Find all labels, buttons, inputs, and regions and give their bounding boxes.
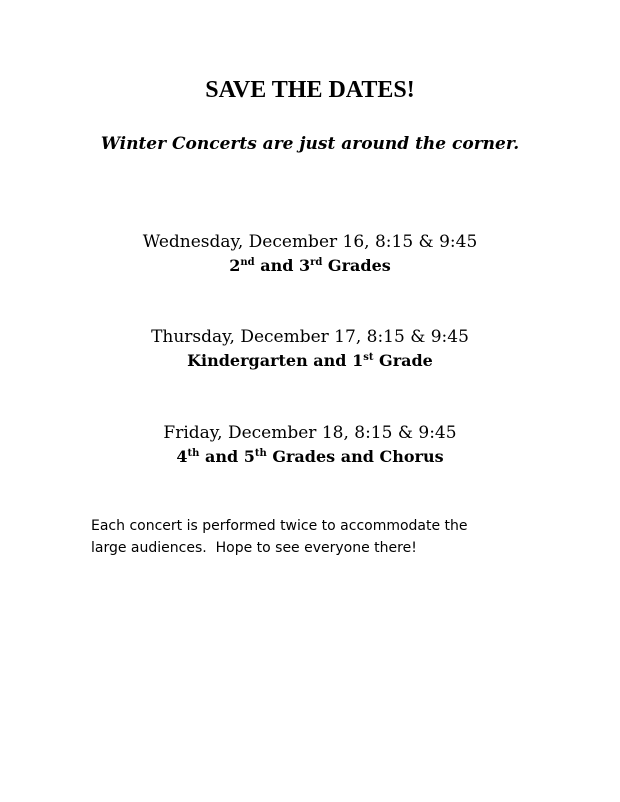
grade-tail: Grades and Chorus bbox=[266, 447, 444, 466]
grade-ordinal-suffix: th bbox=[187, 448, 200, 459]
grade-number: 1 bbox=[352, 351, 364, 370]
grade-number: 4 bbox=[176, 447, 188, 466]
closing-note bbox=[91, 515, 561, 559]
grade-connector: and bbox=[199, 447, 244, 466]
concert-event-1 bbox=[0, 230, 620, 278]
grade-prefix: Kindergarten and bbox=[187, 351, 353, 370]
concert-event-2 bbox=[0, 325, 620, 373]
event-grades bbox=[0, 349, 620, 373]
grade-ordinal-suffix: st bbox=[363, 352, 374, 363]
event-date: Thursday, December 17, 8:15 & 9:45 bbox=[151, 327, 469, 347]
grade-ordinal-suffix: th bbox=[254, 448, 267, 459]
grade-tail: Grades bbox=[322, 256, 391, 275]
event-grades bbox=[0, 254, 620, 278]
concert-event-3 bbox=[0, 421, 620, 469]
grade-number: 3 bbox=[298, 256, 311, 275]
grade-ordinal-suffix: nd bbox=[240, 257, 255, 268]
grade-number: 5 bbox=[243, 447, 255, 466]
grade-number: 2 bbox=[229, 256, 241, 275]
event-date: Wednesday, December 16, 8:15 & 9:45 bbox=[142, 232, 478, 252]
grade-connector: and bbox=[254, 256, 299, 275]
grade-tail: Grade bbox=[373, 351, 433, 370]
page-title: SAVE THE DATES! bbox=[205, 77, 415, 103]
note-line: large audiences. Hope to see everyone there! bbox=[91, 540, 417, 556]
event-grades bbox=[0, 445, 620, 469]
grade-ordinal-suffix: rd bbox=[310, 257, 323, 268]
event-date: Friday, December 18, 8:15 & 9:45 bbox=[163, 423, 457, 443]
note-line: Each concert is performed twice to accommodate the bbox=[91, 518, 468, 534]
subtitle: Winter Concerts are just around the corner. bbox=[100, 134, 520, 154]
